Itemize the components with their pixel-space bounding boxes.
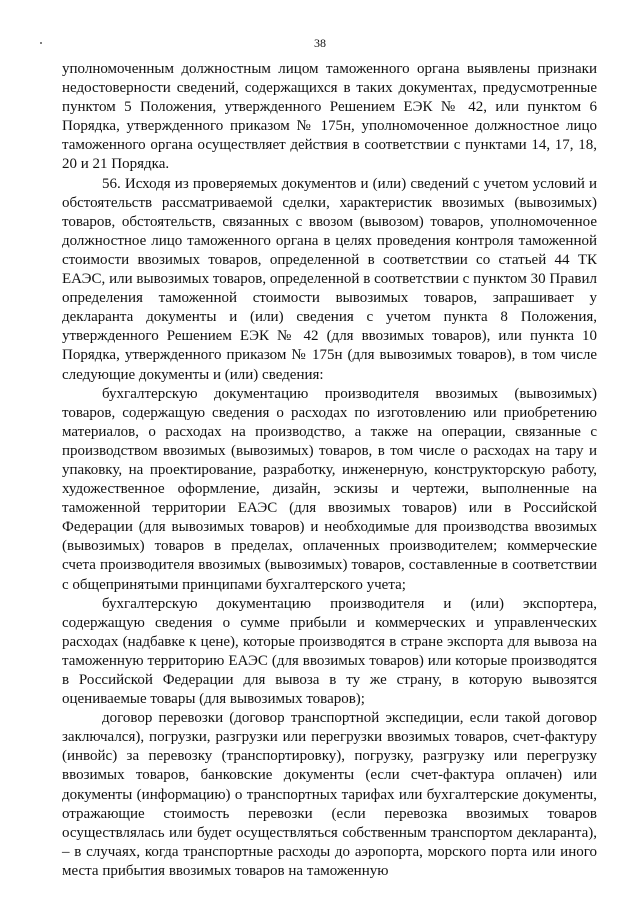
paragraph-continuation: уполномоченным должностным лицом таможенного органа выявлены признаки недостоверности сведений, содержащихся в таких документах, предусмотренные пунктом 5 Положения, утвержденного Решением ЕЭК № 42, или пунктом 6 Порядка, утвержденного приказом № 175н, уполномоченное должностное лицо таможенного органа осуществляет действия в соответствии с пунктами 14, 17, 18, 20 и 21 Порядка. bbox=[62, 61, 597, 173]
paragraph-item-56: 56. Исходя из проверяемых документов и (или) сведений с учетом условий и обстоятельств рассматриваемой сделки, характеристик ввозимых (вывозимых) товаров, обстоятельств, связанных с ввозом (вывозом) товаров, уполномоченное должностное лицо таможенного органа в целях проведения контроля таможенной стоимости ввозимых товаров, определенной в соответствии со статьей 44 ТК ЕАЭС, или вывозимых товаров, определенной в соответствии с пунктом 30 Правил определения таможенной стоимости вывозимых товаров, запрашивает у декларанта документы и (или) сведения с учетом пункта 8 Положения, утвержденного Решением ЕЭК № 42 (для ввозимых товаров), или пункта 10 Порядка, утвержденного приказом № 175н (для вывозимых товаров), в том числе следующие документы и (или) сведения: bbox=[62, 175, 597, 383]
paragraph-transport-contract: договор перевозки (договор транспортной экспедиции, если такой договор заключался), погрузки, разгрузки или перегрузки ввозимых товаров, счет-фактуру (инвойс) за перевозку (транспортировку), погрузку, разгрузку или перегрузку ввозимых товаров, банковские документы (если счет-фактура оплачен) или документы (информацию) о транспортных тарифах или бухгалтерские документы, отражающие стоимость перевозки (если перевозка ввозимых товаров осуществлялась или будет осуществляться собственным транспортом декларанта), – в случаях, когда транспортные расходы до аэропорта, морского порта или иного места прибытия ввозимых товаров на таможенную bbox=[62, 710, 597, 879]
page-number: 38 bbox=[314, 36, 326, 50]
document-body bbox=[62, 60, 597, 881]
paragraph-accounting-docs-exporter: бухгалтерскую документацию производителя и (или) экспортера, содержащую сведения о сумме прибыли и коммерческих и управленческих расходах (надбавке к цене), которые производятся в стране экспорта для вывоза на таможенную территорию ЕАЭС (для ввозимых товаров) или которые производятся в Российской Федерации для вывоза в ту же страну, в которую вывозятся оцениваемые товары (для вывозимых товаров); bbox=[62, 595, 597, 708]
paragraph-accounting-docs-producer: бухгалтерскую документацию производителя ввозимых (вывозимых) товаров, содержащую сведения о расходах по изготовлению или приобретению материалов, о расходах на производство, а также на операции, связанные с производством ввозимых (вывозимых) товаров, в том числе о расходах на тару и упаковку, на проектирование, разработку, инженерную, конструкторскую работу, художественное оформление, дизайн, эскизы и чертежи, выполненные на таможенной территории ЕАЭС (для ввозимых товаров) или в Российской Федерации (для вывозимых товаров) и необходимые для производства ввозимых (вывозимых) товаров в пределах, оплаченных производителем; коммерческие счета производителя ввозимых (вывозимых) товаров, составленные в соответствии с общепринятыми принципами бухгалтерского учета; bbox=[62, 385, 597, 593]
